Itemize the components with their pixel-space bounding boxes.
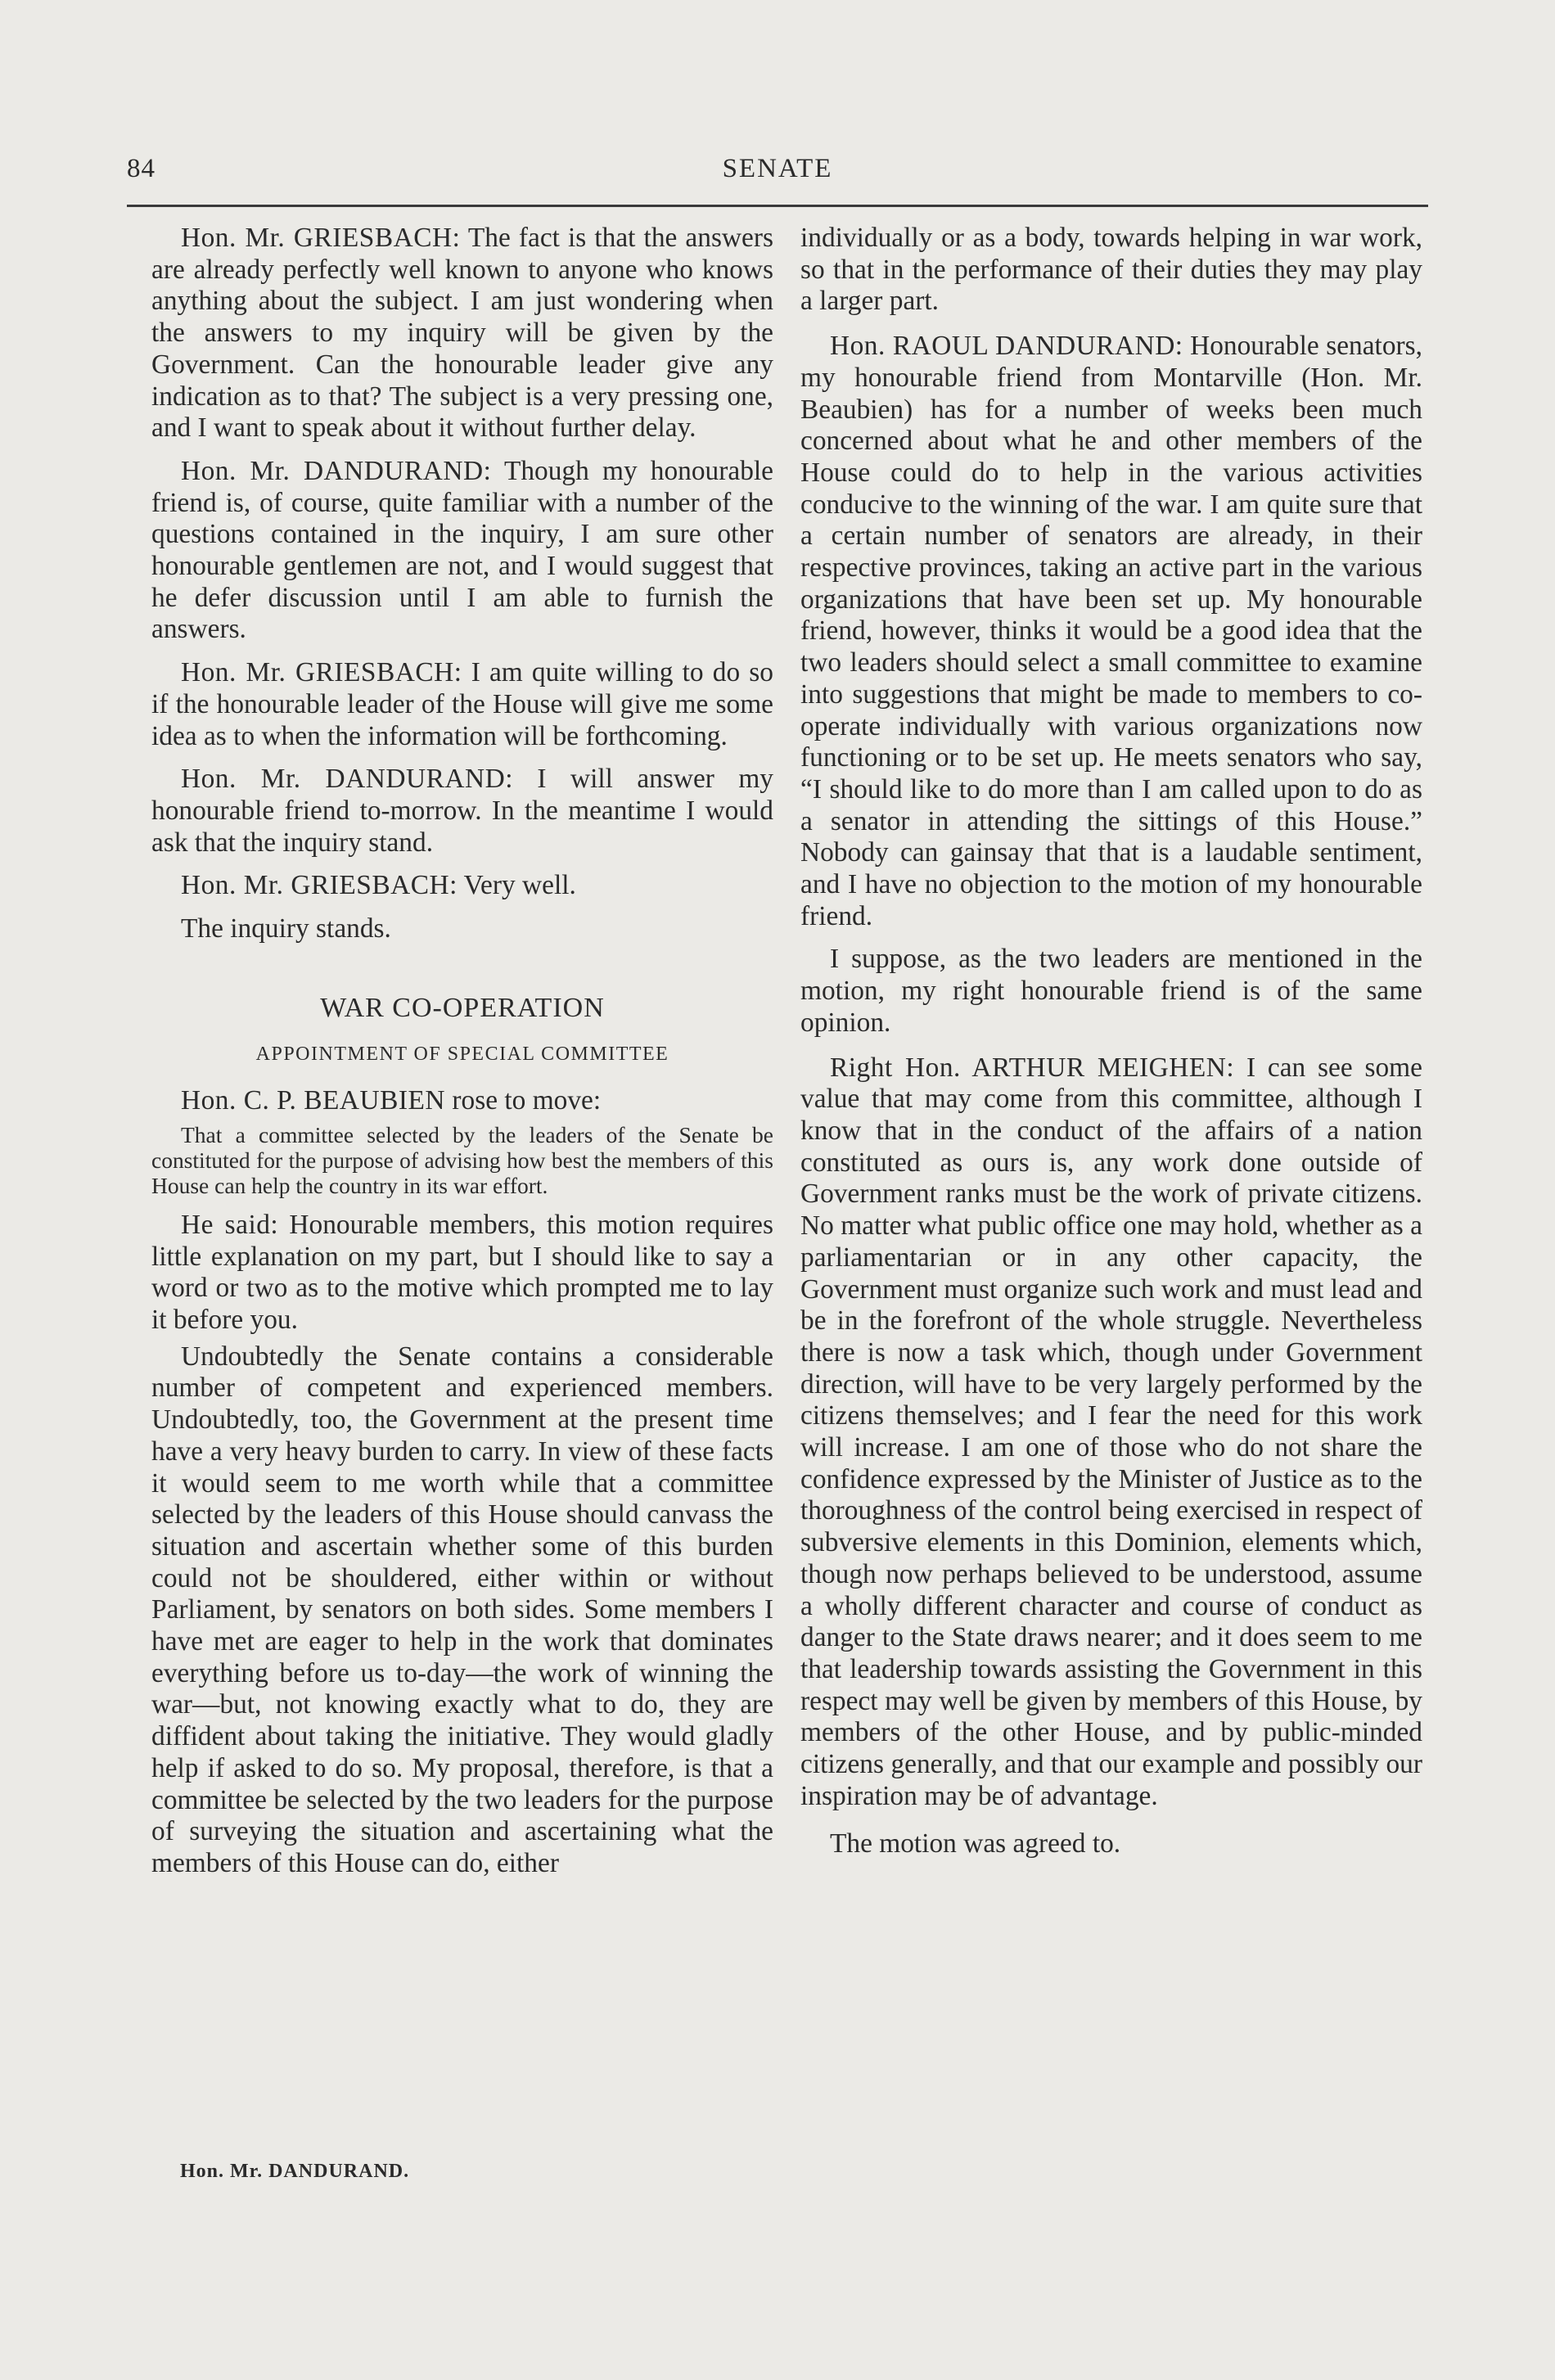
speech-text: I can see some value that may come from this committee, although I know that in the conduct of the affairs of a nation constituted as ours is, any work done outside of Government ranks must be the work of private citizens. No matter what public office one may hold, whether as a parliamentarian or in any other capacity, the Government must organize such work and must lead and be in the forefront of the whole struggle. Nevertheless there is now a task which, though under Government direction, will have to be very largely performed by the citizens themselves; and I fear the need for this work will increase. I am one of those who do not share the confidence expressed by the Minister of Justice as to the thoroughness of the control being exercised in respect of subversive elements in this Dominion, elements which, though now perhaps believed to be understood, assume a wholly different character and course of conduct as danger to the State draws nearer; and it does seem to me that leadership towards assisting the Government in this respect may well be given by members of this House, by members of the other House, and by public-minded citizens generally, and that our example and possibly our inspiration may be of advantage. <box>800 1052 1422 1811</box>
right-column <box>800 223 1422 1872</box>
page-number: 84 <box>127 154 156 183</box>
paragraph <box>151 870 773 902</box>
speaker-name: Hon. Mr. DANDURAND: <box>181 455 492 486</box>
paragraph <box>151 764 773 859</box>
paragraph: The inquiry stands. <box>181 913 391 944</box>
page-footer: Hon. Mr. DANDURAND. <box>180 2161 410 2182</box>
speech-text: I will answer my honourable friend to-morrow. In the meantime I would ask that the inquiry stand. <box>151 764 773 858</box>
speech-text: Though my honourable friend is, of course, quite familiar with a number of the questions contained in the inquiry, I am sure other honourable gentlemen are not, and I would suggest that he defer discussion until I am able to furnish the answers. <box>151 455 773 645</box>
running-title: SENATE <box>722 154 833 183</box>
paragraph: Undoubtedly the Senate contains a considerable number of competent and experienced members. Undoubtedly, too, the Government at the present time have a very heavy burden to carry. In view of these facts it would seem to me worth while that a committee selected by the leaders of this House should canvass the situation and ascertain whether some of this burden could not be shouldered, either within or without Parliament, by senators on both sides. Some members I have met are eager to help in the work that dominates everything before us to-day—the work of winning the war—but, not knowing exactly what to do, they are diffident about taking the initiative. They would gladly help if asked to do so. My proposal, therefore, is that a committee be selected by the two leaders for the purpose of surveying the situation and ascertaining what the members of this House can do, either <box>151 1341 773 1878</box>
speaker-name: Hon. C. P. BEAUBIEN <box>181 1085 446 1116</box>
speaker-name: Right Hon. ARTHUR MEIGHEN: <box>830 1052 1235 1083</box>
section-heading: WAR CO-OPERATION <box>320 992 605 1023</box>
left-column <box>151 223 773 1891</box>
motion-text: That a committee selected by the leaders of the Senate be constituted for the purpose of advising how best the members of this House can help the country in its war effort. <box>151 1121 773 1198</box>
speaker-name: Hon. RAOUL DANDURAND: <box>830 331 1183 362</box>
paragraph <box>151 657 773 752</box>
header-rule <box>127 205 1428 207</box>
paragraph <box>151 456 773 646</box>
paragraph: The motion was agreed to. <box>830 1828 1121 1859</box>
speech-text: Honourable members, this motion requires little explanation on my part, but I should like to say a word or two as to the motive which prompted me to lay it before you. <box>151 1209 773 1335</box>
paragraph <box>151 1210 773 1336</box>
paragraph <box>800 331 1422 932</box>
speech-text: The fact is that the answers are already perfectly well known to anyone who knows anything about the subject. I am just wondering when the answers to my inquiry will be given by the Government. Can the honourable leader give any indication as to that? The subject is a very pressing one, and I want to speak about it without further delay. <box>151 223 773 444</box>
speaker-name: Hon. Mr. GRIESBACH: <box>181 223 461 253</box>
speech-text: rose to move: <box>452 1085 602 1116</box>
speech-text: I am quite willing to do so if the honourable leader of the House will give me some idea as to when the information will be forthcoming. <box>151 657 773 751</box>
speech-text: Very well. <box>463 870 576 901</box>
speaker-name: Hon. Mr. GRIESBACH: <box>181 657 462 688</box>
paragraph <box>800 1053 1422 1813</box>
section-subheading: APPOINTMENT OF SPECIAL COMMITTEE <box>255 1044 669 1066</box>
speaker-name: Hon. Mr. DANDURAND: <box>181 764 513 795</box>
speaker-name: He said: <box>181 1209 279 1240</box>
paragraph <box>151 1085 773 1117</box>
paragraph: I suppose, as the two leaders are mentioned in the motion, my right honourable friend is of the same opinion. <box>800 944 1422 1038</box>
paragraph: individually or as a body, towards helping in war work, so that in the performance of their duties they may play a larger part. <box>800 223 1422 317</box>
speech-text: Honourable senators, my honourable friend from Montarville (Hon. Mr. Beaubien) has for a number of weeks been much concerned about what he and other members of the House could do to help in the various activities conducive to the winning of the war. I am quite sure that a certain number of senators are already, in their respective provinces, taking an active part in the various organizations that have been set up. My honourable friend, however, thinks it would be a good idea that the two leaders should select a small committee to examine into suggestions that might be made to members to co-operate individually with various organizations now functioning or to be set up. He meets senators who say, “I should like to do more than I am called upon to do as a senator in attending the sittings of this House.” Nobody can gainsay that that is a laudable sentiment, and I have no objection to the motion of my honourable friend. <box>800 331 1422 931</box>
paragraph <box>151 223 773 444</box>
page-header <box>127 154 1428 193</box>
speaker-name: Hon. Mr. GRIESBACH: <box>181 870 457 901</box>
